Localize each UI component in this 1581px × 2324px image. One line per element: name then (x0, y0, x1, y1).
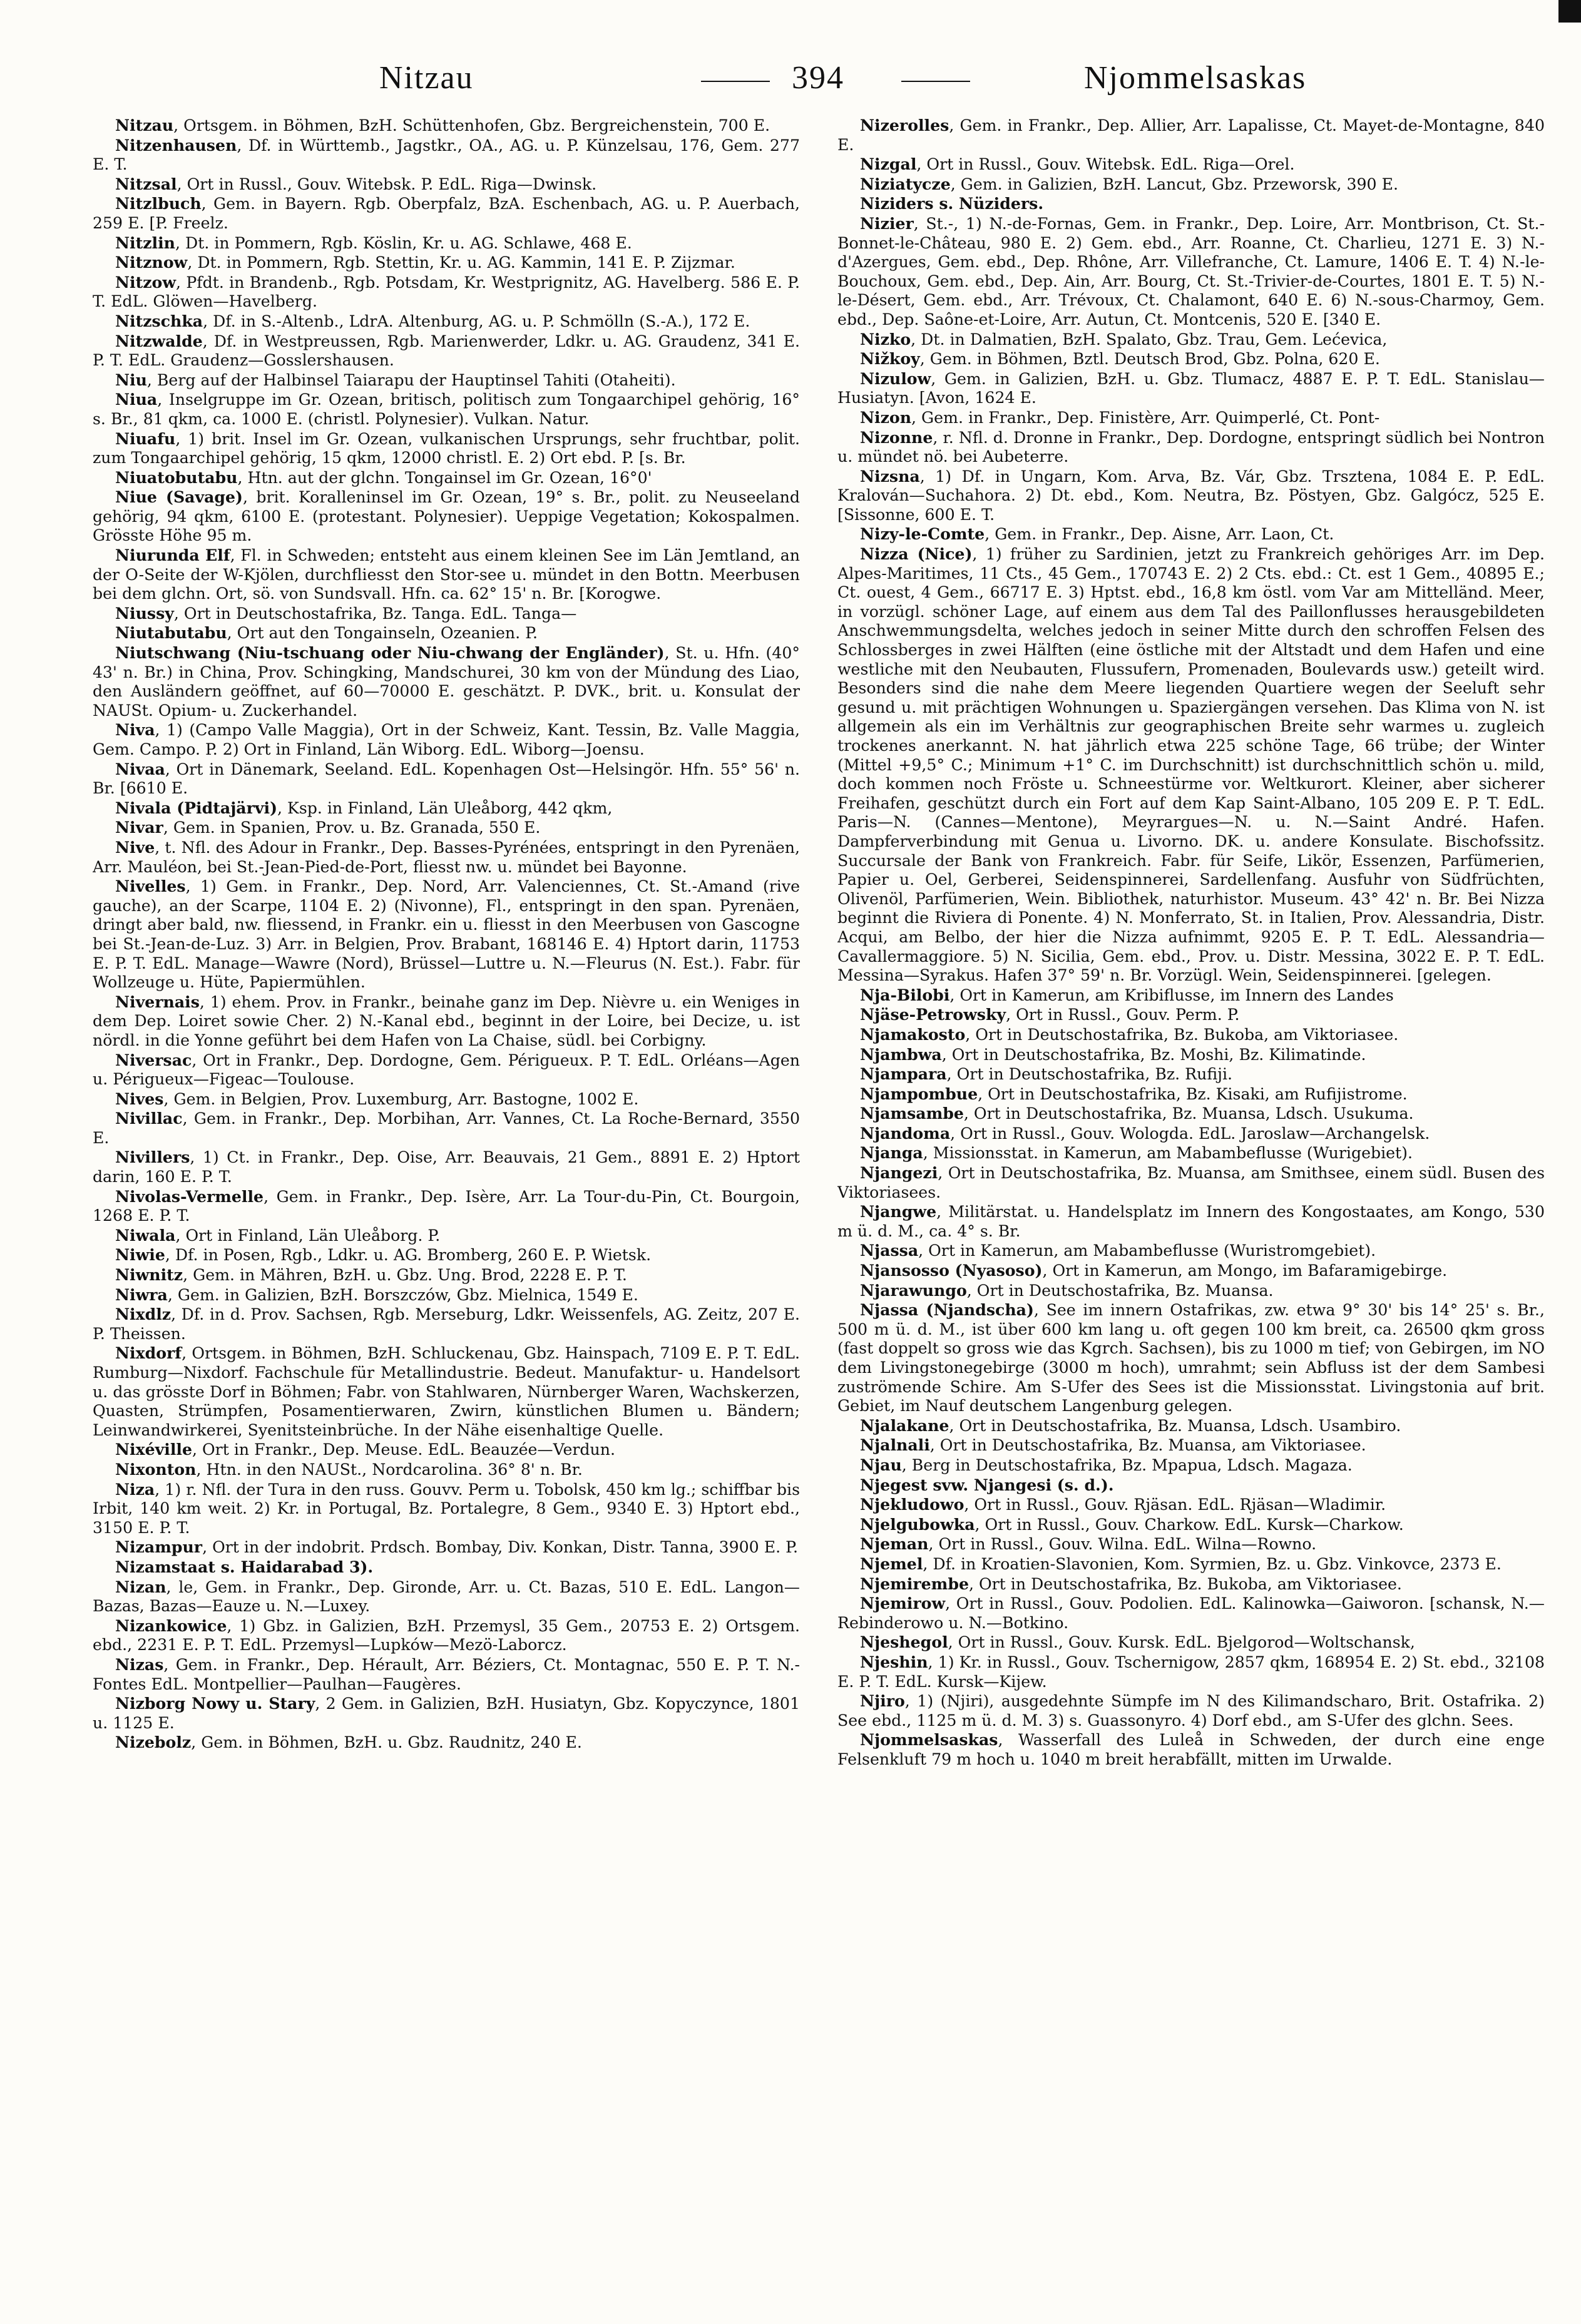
dictionary-entry: Nizon, Gem. in Frankr., Dep. Finistère, Arr. Quimperlé, Ct. Pont- (860, 407, 1380, 427)
dictionary-entry: Njambwa, Ort in Deutschostafrika, Bz. Moshi, Bz. Kilimatinde. (860, 1044, 1366, 1064)
dictionary-entry: Njampara, Ort in Deutschostafrika, Bz. Rufiji. (860, 1064, 1233, 1084)
dictionary-entry: Nizas, Gem. in Frankr., Dep. Hérault, Arr. Béziers, Ct. Montagnac, 550 E. P. T. N.-Fontes EdL. Montpellier—Paulhan—Faugères. (93, 1654, 800, 1693)
page-number: 394 (792, 60, 844, 96)
dictionary-entry: Niutabutabu, Ort aut den Tongainseln, Ozeanien. P. (115, 623, 538, 643)
dictionary-entry: Njekludowo, Ort in Russl., Gouv. Rjäsan. EdL. Rjäsan—Wladimir. (860, 1495, 1386, 1514)
dictionary-entry: Nixonton, Htn. in den NAUSt., Nordcarolina. 36° 8' n. Br. (115, 1459, 583, 1479)
entry-headword: Nizankowice (115, 1616, 227, 1635)
entry-headword: Nixonton (115, 1459, 197, 1479)
dictionary-entry: Nizerolles, Gem. in Frankr., Dep. Allier, Arr. Lapalisse, Ct. Mayet-de-Montagne, 840 E. (837, 116, 1545, 154)
entry-headword: Nizа (115, 1479, 155, 1499)
dictionary-entry: Nizier, St.-, 1) N.-de-Fornas, Gem. in Frankr., Dep. Loire, Arr. Montbrison, Ct. St.-Bonnet-le-Château, 980 E. 2) Gem. ebd., Arr. Roanne, Ct. Charlieu, 1271 E. 3) N.-d'Azergues, Gem. ebd., Dep. Rhône, Arr. Villefranche, Ct. Lamure, 1406 E. T. 4) N.-le-Bouchoux, Gem. ebd., Dep. Ain, Arr. Bourg, Ct. St.-Trivier-de-Courtes, 1801 E. T. 5) N.-le-Désert, Gem. ebd., Arr. Trévoux, Ct. Chalamont, 640 E. 6) N.-sous-Charmoy, Gem. ebd., Dep. Saône-et-Loire, Arr. Autun, Ct. Montcenis, 520 E. [340 E. (837, 213, 1545, 329)
entry-headword: Nizsna (860, 466, 920, 486)
right-column (837, 116, 1545, 2300)
entry-headword: Njäse-Petrowsky (860, 1005, 1006, 1024)
dictionary-entry: Nizborg Nowy u. Stary, 2 Gem. in Galizien, BzH. Husiatyn, Gbz. Kopyczynce, 1801 u. 1125 E. (93, 1694, 800, 1732)
entry-headword: Niua (115, 390, 158, 409)
entry-headword: Nives (115, 1089, 164, 1108)
entry-headword: Niwie (115, 1245, 165, 1265)
entry-headword: Njandoma (860, 1123, 951, 1143)
dictionary-entry: Nivernais, 1) ehem. Prov. in Frankr., beinahe ganz im Dep. Nièvre u. ein Weniges in dem Dep. Loiret sowie Cher. 2) N.-Kanal ebd., beginnt in der Loire, bei Decize, u. ist nördl. in die Yonne geführt bei dem Hafen von La Chaise, südl. bei Corbigny. (93, 992, 800, 1049)
dictionary-entry: Nitzlin, Dt. in Pommern, Rgb. Köslin, Kr. u. AG. Schlawe, 468 E. (115, 233, 632, 252)
entry-headword: Nizampur (115, 1537, 203, 1557)
entry-headword: Njelgubowka (860, 1514, 975, 1534)
dictionary-entry (93, 1557, 800, 1577)
dictionary-entry: Nizan, le, Gem. in Frankr., Dep. Gironde, Arr. u. Ct. Bazas, 510 E. EdL. Langon—Bazas, Bazas—Eauze u. N.—Luxey. (93, 1577, 800, 1616)
entry-headword: Nitzwalde (115, 331, 203, 350)
dictionary-entry: Nitzow, Pfdt. in Brandenb., Rgb. Potsdam, Kr. Westprignitz, AG. Havelberg. 586 E. P. T. EdL. Glöwen—Havelberg. (93, 272, 800, 311)
entry-headword: Nive (115, 837, 155, 857)
dictionary-entry (837, 1475, 1545, 1496)
dictionary-entry: Nitzschka, Df. in S.-Altenb., LdrA. Altenburg, AG. u. P. Schmölln (S.-A.), 172 E. (115, 311, 750, 330)
dictionary-entry: Nitzau, Ortsgem. in Böhmen, BzH. Schüttenhofen, Gbz. Bergreichenstein, 700 E. (115, 116, 770, 135)
dictionary-entry: Njelgubowka, Ort in Russl., Gouv. Charkow. EdL. Kursk—Charkow. (860, 1514, 1404, 1534)
entry-headword: Nivernais (115, 992, 200, 1011)
entry-headword: Nizerolles (860, 116, 949, 135)
dictionary-entry: Nives, Gem. in Belgien, Prov. Luxemburg, Arr. Bastogne, 1002 E. (115, 1089, 639, 1108)
dictionary-entry: Niue (Savage), brit. Koralleninsel im Gr. Ozean, 19° s. Br., polit. zu Neuseeland gehörig, 94 qkm, 6100 E. (protestant. Polynesier). Ueppige Vegetation; Kokospalmen. Grösste Höhe 95 m. (93, 487, 800, 545)
dictionary-entry: Nizgal, Ort in Russl., Gouv. Witebsk. EdL. Riga—Orel. (860, 155, 1295, 174)
entry-headword: Niversac (115, 1050, 192, 1069)
entry-headword: Nizan (115, 1577, 166, 1596)
dictionary-entry: Niutschwang (Niu-tschuang oder Niu-chwang der Engländer), St. u. Hfn. (40° 43' n. Br.) in China, Prov. Schingking, Mandschurei, 30 km von der Mündung des Liao, den Ausländern geöffnet, auf 60—70000 E. geschätzt. P. DVK., brit. u. Konsulat der NAUSt. Opium- u. Zuckerhandel. (93, 643, 800, 720)
entry-headword: Nizulow (860, 369, 931, 388)
dictionary-entry: Nja-Bilobi, Ort in Kamerun, am Kribiflusse, im Innern des Landes (860, 985, 1394, 1004)
running-head-right: Njommelsaskas (1084, 60, 1307, 96)
entry-headword: Nizgal (860, 155, 917, 174)
entry-headword: Niziatycze (860, 174, 951, 193)
entry-headword: Niwnitz (115, 1265, 183, 1285)
entry-headword: Niurunda Elf (115, 546, 230, 565)
dictionary-entry: Nixéville, Ort in Frankr., Dep. Meuse. EdL. Beauzée—Verdun. (115, 1440, 615, 1459)
entry-headword: Niwala (115, 1225, 176, 1245)
dictionary-entry: Niuatobutabu, Htn. aut der glchn. Tongainsel im Gr. Ozean, 16°0' (115, 467, 652, 487)
entry-headword: Nitzenhausen (115, 135, 237, 155)
entry-headword: Niussy (115, 603, 174, 623)
dictionary-entry: Njangwe, Militärstat. u. Handelsplatz im Innern des Kongostaates, am Kongo, 530 m ü. d. M., ca. 4° s. Br. (837, 1202, 1545, 1240)
dictionary-entry: Njamsambe, Ort in Deutschostafrika, Bz. Muansa, Ldsch. Usukuma. (860, 1104, 1414, 1123)
entry-headword: Njeshin (860, 1652, 928, 1671)
dictionary-entry: Niwnitz, Gem. in Mähren, BzH. u. Gbz. Ung. Brod, 2228 E. P. T. (115, 1265, 627, 1285)
entry-headword: Nivillers (115, 1148, 190, 1167)
running-head-left: Nitzau (379, 60, 474, 96)
entry-headword: Nivaa (115, 759, 165, 778)
entry-headword: Nizza (Nice) (860, 544, 973, 564)
dictionary-entry: Njau, Berg in Deutschostafrika, Bz. Mpapua, Ldsch. Magaza. (860, 1455, 1353, 1474)
entry-headword: Njassa (860, 1241, 919, 1260)
entry-headword: Njau (860, 1455, 902, 1474)
entry-headword: Niutabutabu (115, 623, 227, 643)
entry-headword: Nitzau (115, 116, 174, 135)
entry-headword: Nizamstaat s. Haidarabad 3). (115, 1557, 374, 1576)
dictionary-entry: Nižkoy, Gem. in Böhmen, Bztl. Deutsch Brod, Gbz. Polna, 620 E. (860, 349, 1380, 369)
dictionary-entry: Nivar, Gem. in Spanien, Prov. u. Bz. Granada, 550 E. (115, 818, 541, 837)
entry-headword: Nitzsal (115, 174, 177, 193)
dictionary-entry: Nixdlz, Df. in d. Prov. Sachsen, Rgb. Merseburg, Ldkr. Weissenfels, AG. Zeitz, 207 E. P. Theissen. (93, 1305, 800, 1343)
dictionary-entry: Njäse-Petrowsky, Ort in Russl., Gouv. Perm. P. (860, 1005, 1240, 1024)
dictionary-entry: Nizampur, Ort in der indobrit. Prdsch. Bombay, Div. Konkan, Distr. Tanna, 3900 E. P. (115, 1537, 798, 1557)
entry-headword: Njangezi (860, 1163, 938, 1183)
dictionary-entry: Nivala (Pidtajärvi), Ksp. in Finland, Län Uleåborg, 442 qkm, (115, 798, 613, 817)
entry-headword: Nitzlbuch (115, 194, 202, 213)
dictionary-entry: Njeshegol, Ort in Russl., Gouv. Kursk. EdL. Bjelgorod—Woltschansk, (860, 1633, 1415, 1652)
entry-headword: Nižkoy (860, 349, 920, 369)
dictionary-entry: Njalnali, Ort in Deutschostafrika, Bz. Muansa, am Viktoriasee. (860, 1435, 1366, 1455)
dictionary-entry: Nizankowice, 1) Gbz. in Galizien, BzH. Przemysl, 35 Gem., 20753 E. 2) Ortsgem. ebd., 2231 E. P. T. EdL. Przemysl—Lupków—Mezö-Laborcz. (93, 1616, 800, 1654)
entry-headword: Niuafu (115, 429, 176, 448)
dictionary-entry: Nivillers, 1) Ct. in Frankr., Dep. Oise, Arr. Beauvais, 21 Gem., 8891 E. 2) Hptort darin, 160 E. P. T. (93, 1148, 800, 1186)
entry-headword: Niziders s. Nüziders. (860, 194, 1044, 213)
dictionary-entry: Njarawungo, Ort in Deutschostafrika, Bz. Muansa. (860, 1280, 1274, 1300)
dictionary-entry: Niuafu, 1) brit. Insel im Gr. Ozean, vulkanischen Ursprungs, sehr fruchtbar, polit. zum Tongaarchipel gehörig, 15 qkm, 12000 christl. E. 2) Ort ebd. P. [s. Br. (93, 429, 800, 467)
entry-headword: Nitzschka (115, 311, 203, 330)
entry-headword: Njekludowo (860, 1495, 964, 1514)
entry-headword: Nizas (115, 1654, 164, 1674)
entry-headword: Njemirow (860, 1594, 946, 1613)
entry-headword: Njiro (860, 1691, 905, 1711)
entry-headword: Njampombue (860, 1084, 978, 1103)
dictionary-entry: Niziatycze, Gem. in Galizien, BzH. Lancut, Gbz. Przeworsk, 390 E. (860, 174, 1398, 193)
entry-headword: Njemirembe (860, 1574, 969, 1593)
dictionary-entry: Njemirembe, Ort in Deutschostafrika, Bz. Bukoba, am Viktoriasee. (860, 1574, 1402, 1593)
entry-headword: Nizy-le-Comte (860, 524, 985, 544)
dictionary-entry: Nizza (Nice), 1) früher zu Sardinien, jetzt zu Frankreich gehöriges Arr. im Dep. Alpes-Maritimes, 11 Cts., 45 Gem., 170743 E. 2) 2 Cts. ebd.: Ct. est 1 Gem., 40895 E.; Ct. ouest, 4 Gem., 66717 E. 3) Hptst. ebd., 16,8 km östl. vom Var am Mittelländ. Meer, in vorzügl. schöner Lage, auf einem aus dem Tal des Paillonflusses herausgebildeten Anschwemmungsdelta, welches jedoch in seiner Mitte durch den schroffen Felsen des Schlossberges in zwei Hälften (eine östliche mit der Altstadt und dem Hafen und eine westliche mit den Neubauten, Flussufern, Promenaden, Boulevards usw.) geteilt wird. Besonders sind die nahe dem Meere liegenden Quartiere wegen der Seeluft sehr gesund u. mit prächtigen Wohnungen u. Spaziergängen versehen. Das Klima von N. ist allgemein als ein im Verhältnis zur geographischen Breite sehr warmes u. zugleich trockenes anerkannt. N. hat jährlich etwa 225 schöne Tage, 66 trübe; der Winter (Mittel +9,5° C.; Minimum +1° C. im Durchschnitt) ist durchschnittlich schön u. mild, doch kommen noch Fröste u. Schneestürme vor. Weltkurort. Kleiner, aber sicherer Freihafen, geschützt durch ein Fort auf dem Kap Saint-Albano, 105 209 E. P. T. EdL. Paris—N. (Cannes—Mentone), Meyrargues—N. u. N.—Saint André. Hafen. Dampferverbindung mit Genua u. Livorno. DK. u. andere Konsulate. Bischofssitz. Succursale der Bank von Frankreich. Fabr. für Seife, Likör, Essenzen, Parfümerien, Papier u. Oel, Gerberei, Seidenspinnerei, Sardellenfang. Ausfuhr von Südfrüchten, Olivenöl, Parfümerien, Wein. Bibliothek, naturhistor. Museum. 43° 42' n. Br. Bei Nizza beginnt die Riviera di Ponente. 4) N. Monferrato, St. in Italien, Prov. Alessandria, Distr. Acqui, am Belbo, der hier die Nizza aufnimmt, 9205 E. P. T. EdL. Alessandria—Cavallermaggiore. 5) N. Sicilia, Gem. ebd., Prov. u. Distr. Messina, 3022 E. P. T. EdL. Messina—Syrakus. Hafen 37° 59' n. Br. Vorzügl. Wein, Seidenspinnerei. [gelegen. (837, 544, 1545, 985)
entry-headword: Nivelles (115, 877, 186, 896)
header-dash-left (701, 81, 770, 82)
entry-headword: Niuatobutabu (115, 467, 238, 487)
entry-headword: Njanga (860, 1143, 923, 1163)
entry-headword: Njampara (860, 1064, 947, 1084)
header-dash-right (901, 81, 970, 82)
entry-headword: Nivala (Pidtajärvi) (115, 798, 278, 817)
dictionary-entry: Niua, Inselgruppe im Gr. Ozean, britisch, politisch zum Tongaarchipel gehörig, 16° s. Br., 81 qkm, ca. 1000 E. (christl. Polynesier). Vulkan. Natur. (93, 390, 800, 428)
entry-headword: Nivolas-Vermelle (115, 1186, 264, 1206)
entry-headword: Niwra (115, 1285, 168, 1304)
dictionary-entry: Nizsna, 1) Df. in Ungarn, Kom. Arva, Bz. Vár, Gbz. Trsztena, 1084 E. P. EdL. Kralován—Suchahora. 2) Dt. ebd., Kom. Neutra, Bz. Pöstyen, Gbz. Galgócz, 525 E. [Sissonne, 600 E. T. (837, 466, 1545, 524)
entry-headword: Njeshegol (860, 1633, 948, 1652)
dictionary-entry: Nivelles, 1) Gem. in Frankr., Dep. Nord, Arr. Valenciennes, Ct. St.-Amand (rive gauche), an der Scarpe, 1104 E. 2) (Nivonne), Fl., entspringt in den span. Pyrenäen, dringt aber bald, nw. fliessend, in Frankr. ein u. fliesst in den Meerbusen von Gascogne bei St.-Jean-de-Luz. 3) Arr. in Belgien, Prov. Brabant, 168146 E. 4) Hptort darin, 11753 E. P. T. EdL. Manage—Wawre (Nord), Brüssel—Luttre u. N.—Fleurus (N. Est.). Fabr. für Wollzeuge u. Hüte, Papiermühlen. (93, 877, 800, 992)
dictionary-entry: Nivaa, Ort in Dänemark, Seeland. EdL. Kopenhagen Ost—Helsingör. Hfn. 55° 56' n. Br. [6610 E. (93, 759, 800, 798)
dictionary-entry: Nive, t. Nfl. des Adour in Frankr., Dep. Basses-Pyrénées, entspringt in den Pyrenäen, Arr. Mauléon, bei St.-Jean-Pied-de-Port, fliesst nw. u. mündet bei Bayonne. (93, 837, 800, 876)
dictionary-entry: Nivillac, Gem. in Frankr., Dep. Morbihan, Arr. Vannes, Ct. La Roche-Bernard, 3550 E. (93, 1109, 800, 1147)
entry-headword: Njamakosto (860, 1024, 966, 1044)
dictionary-entry: Njiro, 1) (Njiri), ausgedehnte Sümpfe im N des Kilimandscharo, Brit. Ostafrika. 2) See ebd., 1125 m ü. d. M. 3) s. Guassonyro. 4) Dorf ebd., am S-Ufer des glchn. Sees. (837, 1691, 1545, 1730)
dictionary-entry: Nixdorf, Ortsgem. in Böhmen, BzH. Schluckenau, Gbz. Hainspach, 7109 E. P. T. EdL. Rumburg—Nixdorf. Fachschule für Metallindustrie. Bedeut. Manufaktur- u. Handelsort u. das grösste Dorf in Böhmen; Fabr. von Stahlwaren, Nürnberger Waren, Wachskerzen, Quasten, Strümpfen, Posamentierwaren, Zwirn, künstlichen Blumen u. Bändern; Leinwandwirkerei, Syenitsteinbrüche. In der Nähe eisenhaltige Quelle. (93, 1343, 800, 1439)
dictionary-entry: Niu, Berg auf der Halbinsel Taiarapu der Hauptinsel Tahiti (Otaheiti). (115, 370, 676, 389)
page-header (0, 59, 1581, 116)
dictionary-entry (837, 194, 1545, 214)
dictionary-entry: Nizonne, r. Nfl. d. Dronne in Frankr., Dep. Dordogne, entspringt südlich bei Nontron u. mündet nö. bei Aubeterre. (837, 427, 1545, 466)
entry-headword: Nivillac (115, 1109, 183, 1128)
dictionary-entry: Njemirow, Ort in Russl., Gouv. Podolien. EdL. Kalinowka—Gaiworon. [schansk, N.—Rebinderowo u. N.—Botkino. (837, 1594, 1545, 1632)
dictionary-entry: Njassa, Ort in Kamerun, am Mabambeflusse (Wuristromgebiet). (860, 1241, 1376, 1260)
entry-headword: Nitzlin (115, 233, 175, 252)
entry-headword: Njansosso (Nyasoso) (860, 1261, 1043, 1280)
entry-headword: Nizko (860, 329, 911, 349)
dictionary-entry: Njassa (Njandscha), See im innern Ostafrikas, zw. etwa 9° 30' bis 14° 25' s. Br., 500 m ü. d. M., ist über 600 km lang u. oft gegen 100 km breit, ca. 26500 qkm gross (fast doppelt so gross wie das Kgrch. Sachsen), bis zu 1000 m tief; von Gebirgen, im NO dem Livingstonegebirge (3000 m hoch), umrahmt; sein Abfluss ist der dem Sambesi zuströmende Schire. Am S-Ufer des Sees ist die Missionsstat. Livingstonia auf brit. Gebiet, im Nauf deutschem Langenburg gelegen. (837, 1300, 1545, 1415)
entry-headword: Njegest svw. Njangesi (s. d.). (860, 1475, 1114, 1494)
entry-headword: Njassa (Njandscha) (860, 1300, 1034, 1320)
dictionary-entry: Njamakosto, Ort in Deutschostafrika, Bz. Bukoba, am Viktoriasee. (860, 1024, 1399, 1044)
entry-headword: Njalakane (860, 1415, 949, 1435)
entry-headword: Nitznow (115, 253, 188, 272)
entry-headword: Nizon (860, 407, 912, 427)
entry-headword: Njarawungo (860, 1280, 967, 1300)
entry-headword: Niu (115, 370, 147, 389)
dictionary-entry: Nivolas-Vermelle, Gem. in Frankr., Dep. Isère, Arr. La Tour-du-Pin, Ct. Bourgoin, 1268 E. P. T. (93, 1186, 800, 1225)
dictionary-entry: Nitzsal, Ort in Russl., Gouv. Witebsk. P. EdL. Riga—Dwinsk. (115, 174, 597, 193)
entry-headword: Nizborg Nowy u. Stary (115, 1694, 315, 1713)
entry-headword: Nivar (115, 818, 163, 837)
corner-mark (1558, 0, 1581, 23)
dictionary-entry: Njanga, Missionsstat. in Kamerun, am Mabambeflusse (Wurigebiet). (860, 1143, 1413, 1163)
entry-headword: Niva (115, 720, 155, 740)
entry-headword: Nizier (860, 213, 914, 233)
entry-headword: Nixdlz (115, 1305, 171, 1324)
dictionary-entry: Niversac, Ort in Frankr., Dep. Dordogne, Gem. Périgueux. P. T. EdL. Orléans—Agen u. Périgueux—Figeac—Toulouse. (93, 1050, 800, 1089)
entry-headword: Njalnali (860, 1435, 930, 1455)
entry-headword: Nixéville (115, 1440, 192, 1459)
dictionary-entry: Nitzenhausen, Df. in Württemb., Jagstkr., OA., AG. u. P. Künzelsau, 176, Gem. 277 E. T. (93, 135, 800, 174)
dictionary-entry: Njalakane, Ort in Deutschostafrika, Bz. Muansa, Ldsch. Usambiro. (860, 1415, 1401, 1435)
dictionary-entry: Niwra, Gem. in Galizien, BzH. Borszczów, Gbz. Mielnica, 1549 E. (115, 1285, 638, 1304)
entry-headword: Nja-Bilobi (860, 985, 950, 1004)
entry-headword: Nitzow (115, 272, 177, 292)
dictionary-entry: Nitzwalde, Df. in Westpreussen, Rgb. Marienwerder, Ldkr. u. AG. Graudenz, 341 E. P. T. EdL. Graudenz—Gosslershausen. (93, 331, 800, 370)
entry-headword: Niue (Savage) (115, 487, 243, 507)
dictionary-entry: Njeman, Ort in Russl., Gouv. Wilna. EdL. Wilna—Rowno. (860, 1534, 1317, 1554)
dictionary-entry: Niva, 1) (Campo Valle Maggia), Ort in der Schweiz, Kant. Tessin, Bz. Valle Maggia, Gem. Campo. P. 2) Ort in Finland, Län Wiborg. EdL. Wiborg—Joensu. (93, 720, 800, 758)
dictionary-entry: Njeshin, 1) Kr. in Russl., Gouv. Tschernigow, 2857 qkm, 168954 E. 2) St. ebd., 32108 E. P. T. EdL. Kursk—Kijew. (837, 1652, 1545, 1691)
left-column (93, 116, 800, 2300)
dictionary-entry: Niussy, Ort in Deutschostafrika, Bz. Tanga. EdL. Tanga— (115, 603, 577, 623)
entry-headword: Njambwa (860, 1044, 942, 1064)
dictionary-entry: Nizy-le-Comte, Gem. in Frankr., Dep. Aisne, Arr. Laon, Ct. (860, 524, 1334, 544)
dictionary-entry: Njansosso (Nyasoso), Ort in Kamerun, am Mongo, im Bafaramigebirge. (860, 1261, 1448, 1280)
entry-headword: Nizebolz (115, 1733, 192, 1752)
entry-headword: Njamsambe (860, 1104, 964, 1123)
entry-headword: Njeman (860, 1534, 929, 1554)
dictionary-entry: Njandoma, Ort in Russl., Gouv. Wologda. EdL. Jaroslaw—Archangelsk. (860, 1123, 1430, 1143)
dictionary-entry: Nizebolz, Gem. in Böhmen, BzH. u. Gbz. Raudnitz, 240 E. (115, 1733, 582, 1752)
entry-headword: Njangwe (860, 1202, 937, 1221)
entry-headword: Njemel (860, 1554, 923, 1573)
dictionary-entry: Njampombue, Ort in Deutschostafrika, Bz. Kisaki, am Rufijistrome. (860, 1084, 1408, 1103)
dictionary-entry: Njangezi, Ort in Deutschostafrika, Bz. Muansa, am Smithsee, einem südl. Busen des Viktoriasees. (837, 1163, 1545, 1201)
entry-headword: Nixdorf (115, 1343, 182, 1363)
dictionary-entry: Nizа, 1) r. Nfl. der Tura in den russ. Gouvv. Perm u. Tobolsk, 450 km lg.; schiffbar bis Irbit, 140 km weit. 2) Kr. in Portugal, Bz. Portalegre, 8 Gem., 9340 E. 3) Hptort ebd., 3150 E. P. T. (93, 1479, 800, 1537)
dictionary-entry: Nitznow, Dt. in Pommern, Rgb. Stettin, Kr. u. AG. Kammin, 141 E. P. Zijzmar. (115, 253, 735, 272)
entry-headword: Niutschwang (Niu-tschuang oder Niu-chwang der Engländer) (115, 643, 665, 663)
dictionary-entry: Nitzlbuch, Gem. in Bayern. Rgb. Oberpfalz, BzA. Eschenbach, AG. u. P. Auerbach, 259 E. [P. Freelz. (93, 194, 800, 232)
dictionary-entry: Niwie, Df. in Posen, Rgb., Ldkr. u. AG. Bromberg, 260 E. P. Wietsk. (115, 1245, 652, 1265)
dictionary-entry: Nizulow, Gem. in Galizien, BzH. u. Gbz. Tlumacz, 4887 E. P. T. EdL. Stanislau—Husiatyn. [Avon, 1624 E. (837, 369, 1545, 407)
dictionary-entry: Niurunda Elf, Fl. in Schweden; entsteht aus einem kleinen See im Län Jemtland, an der O-Seite der W-Kjölen, durchfliesst den Stor-see u. mündet in den Bottn. Meerbusen bei dem glchn. Ort, sö. von Sundsvall. Hfn. ca. 62° 15' n. Br. [Korogwe. (93, 546, 800, 603)
dictionary-entry: Niwala, Ort in Finland, Län Uleåborg. P. (115, 1225, 441, 1245)
dictionary-entry: Njommelsaskas, Wasserfall des Luleå in Schweden, der durch eine enge Felsenkluft 79 m hoch u. 1040 m breit herabfällt, mitten im Urwalde. (837, 1730, 1545, 1768)
entry-headword: Nizonne (860, 427, 933, 447)
entry-headword: Njommelsaskas (860, 1730, 998, 1750)
dictionary-entry: Njemel, Df. in Kroatien-Slavonien, Kom. Syrmien, Bz. u. Gbz. Vinkovce, 2373 E. (860, 1554, 1502, 1573)
dictionary-entry: Nizko, Dt. in Dalmatien, BzH. Spalato, Gbz. Trau, Gem. Lećevica, (860, 329, 1388, 349)
